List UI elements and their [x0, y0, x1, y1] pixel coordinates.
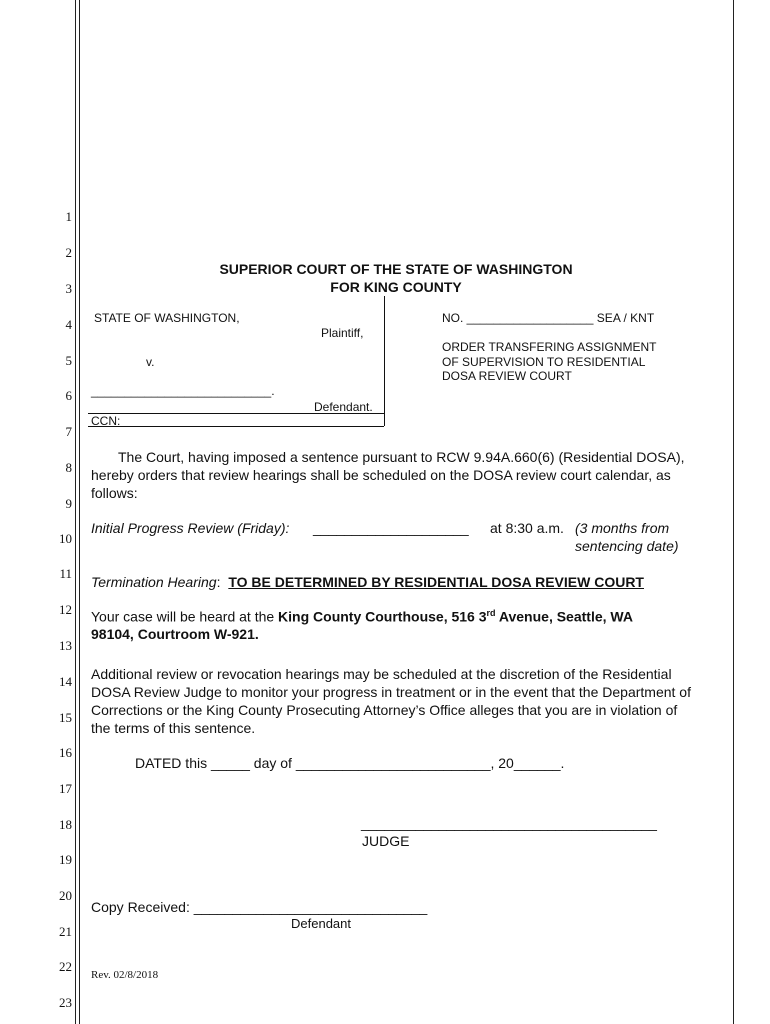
termination-value: TO BE DETERMINED BY RESIDENTIAL DOSA REVIEW COURT: [228, 574, 644, 590]
line-number: 5: [65, 353, 72, 368]
courthouse-line2: 98104, Courtroom W-921.: [91, 626, 259, 642]
line-number: 1: [65, 209, 72, 224]
heard-prefix: Your case will be heard at the: [91, 608, 279, 625]
initial-review-time: at 8:30 a.m.: [490, 520, 564, 536]
line-number: 17: [59, 781, 72, 796]
margin-rule-left-inner: [79, 0, 80, 1024]
court-heading-line1: SUPERIOR COURT OF THE STATE OF WASHINGTON: [219, 261, 573, 277]
court-heading-line2: FOR KING COUNTY: [330, 279, 462, 295]
initial-review-note2: sentencing date): [575, 538, 679, 554]
copy-received-line: Copy Received: ______________________________: [91, 899, 428, 915]
copy-received-defendant: Defendant: [291, 916, 351, 931]
line-number: 2: [65, 245, 72, 260]
line-number: 14: [59, 674, 72, 689]
order-title-line1: ORDER TRANSFERING ASSIGNMENT: [442, 340, 657, 354]
judge-label: JUDGE: [362, 833, 410, 849]
caption-ccn: CCN:: [91, 414, 121, 428]
line-number: 16: [59, 745, 72, 760]
caption-ccn-rule: [88, 426, 384, 427]
caption-defendant-blank: ___________________________.: [91, 384, 275, 398]
initial-review-date-blank: ____________________: [313, 520, 469, 536]
revision-date: Rev. 02/8/2018: [91, 969, 159, 981]
caption-plaintiff: Plaintiff,: [321, 326, 364, 340]
margin-rule-right: [733, 0, 734, 1024]
termination-label: Termination Hearing: [91, 574, 217, 590]
line-number: 9: [65, 496, 72, 511]
line-number: 3: [65, 281, 72, 296]
courthouse-line1: [91, 608, 633, 625]
line-number: 12: [59, 602, 72, 617]
line-number: 11: [59, 566, 72, 581]
initial-review-label: Initial Progress Review (Friday):: [91, 520, 290, 536]
line-number: 7: [65, 424, 72, 439]
order-title-line2: OF SUPERVISION TO RESIDENTIAL: [442, 355, 646, 369]
caption-versus: v.: [146, 355, 155, 369]
line-number: 15: [59, 710, 72, 725]
line-number: 18: [59, 817, 72, 832]
caption-party: STATE OF WASHINGTON,: [94, 311, 240, 325]
line-number: 10: [59, 531, 72, 546]
intro-paragraph: The Court, having imposed a sentence pursuant to RCW 9.94A.660(6) (Residential DOSA), hereby orders that review hearings shall be scheduled on the DOSA review court calendar, as follows:: [91, 449, 685, 501]
ordinal-suffix: rd: [486, 608, 496, 618]
line-number: 4: [65, 317, 72, 332]
caption-divider: [384, 296, 385, 426]
line-number: 19: [59, 852, 72, 867]
termination-colon: :: [216, 574, 221, 590]
courthouse-city: Avenue, Seattle, WA: [495, 608, 633, 625]
line-number: 20: [59, 888, 72, 903]
line-number: 22: [59, 959, 72, 974]
line-number: 13: [59, 638, 72, 653]
case-number: NO. ___________________ SEA / KNT: [442, 311, 655, 325]
line-number: 8: [65, 460, 72, 475]
margin-rule-left-outer: [75, 0, 76, 1024]
dated-line: DATED this _____ day of _________________________, 20______.: [135, 755, 565, 771]
judge-signature-line: ______________________________________: [361, 815, 657, 831]
line-number: 23: [59, 995, 72, 1010]
courthouse-address: King County Courthouse, 516 3: [278, 608, 487, 625]
initial-review-note1: (3 months from: [575, 520, 670, 536]
termination-hearing: [91, 574, 644, 590]
line-number: 21: [59, 924, 72, 939]
order-title-line3: DOSA REVIEW COURT: [442, 369, 572, 383]
line-number: 6: [65, 388, 72, 403]
additional-hearings-paragraph: Additional review or revocation hearings may be scheduled at the discretion of the Residential DOSA Review Judge to monitor your progress in treatment or in the event that the Department of Corrections or the King County Prosecuting Attorney’s Office alleges that you are in violation of the terms of this sentence.: [91, 666, 691, 736]
caption-defendant: Defendant.: [314, 400, 373, 414]
